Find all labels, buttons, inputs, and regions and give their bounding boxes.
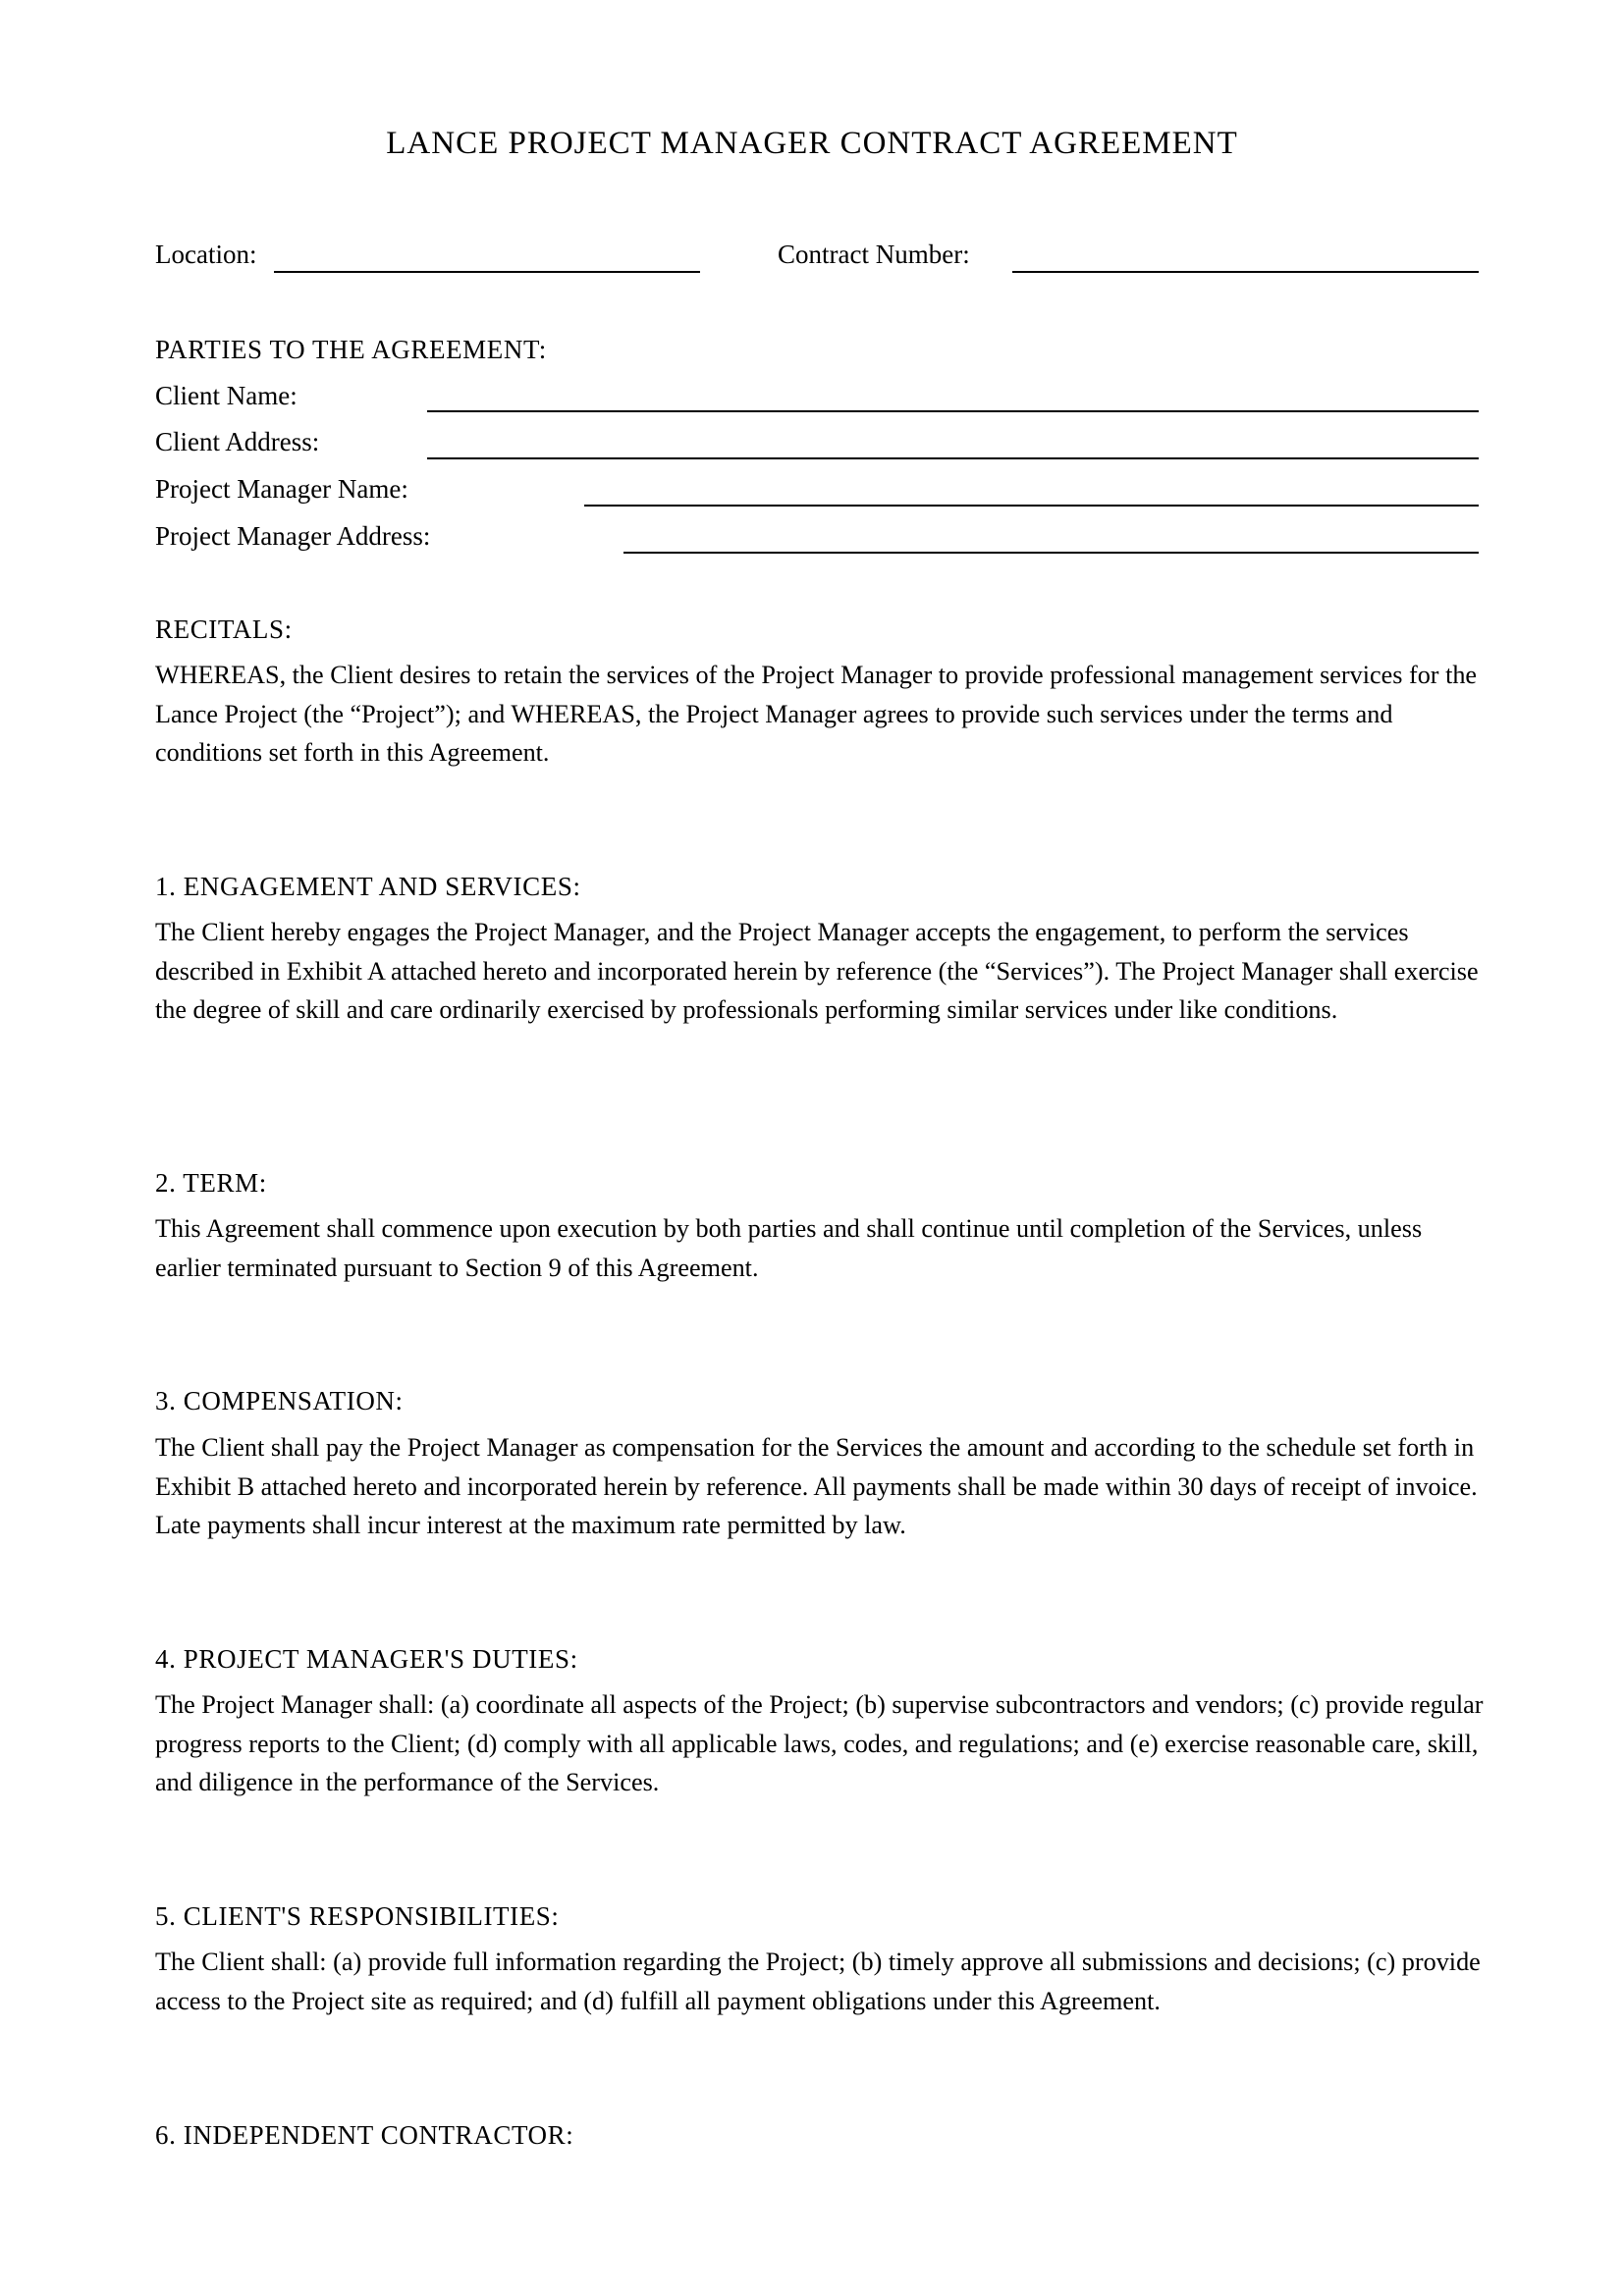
pm-name-field-line[interactable]	[584, 505, 1479, 507]
section-1-text: The Client hereby engages the Project Manager, and the Project Manager accepts the engagement, to perform the services described in Exhibit A attached hereto and incorporated herein by reference (the “Services”). The Project Manager shall exercise the degree of skill and care ordinarily exercised by professionals performing similar services under like conditions.	[155, 918, 1479, 1024]
location-label: Location:	[155, 240, 257, 269]
section-3-text: The Client shall pay the Project Manager as compensation for the Services the amount and according to the schedule set forth in Exhibit B attached hereto and incorporated herein by reference. All payments shall be made within 30 days of receipt of invoice. Late payments shall incur interest at the maximum rate permitted by law.	[155, 1433, 1478, 1539]
client-address-label: Client Address:	[155, 427, 320, 456]
recitals-text: WHEREAS, the Client desires to retain the services of the Project Manager to provide professional management services for the Lance Project (the “Project”); and WHEREAS, the Project Manager agrees to provide such services under the terms and conditions set forth in this Agreement.	[155, 661, 1478, 767]
parties-heading: PARTIES TO THE AGREEMENT:	[155, 335, 547, 364]
contract-number-field-line[interactable]	[1012, 271, 1479, 273]
section-4-heading: 4. PROJECT MANAGER'S DUTIES:	[155, 1644, 578, 1674]
client-name-field-line[interactable]	[427, 410, 1479, 412]
section-3-heading: 3. COMPENSATION:	[155, 1386, 404, 1415]
section-5-heading: 5. CLIENT'S RESPONSIBILITIES:	[155, 1901, 560, 1931]
section-5-text: The Client shall: (a) provide full information regarding the Project; (b) timely approve all submissions and decisions; (c) provide access to the Project site as required; and (d) fulfill all payment obligations under this Agreement.	[155, 1948, 1481, 2015]
document-title: LANCE PROJECT MANAGER CONTRACT AGREEMENT	[386, 126, 1238, 161]
location-field-line[interactable]	[274, 271, 700, 273]
client-address-field-line[interactable]	[427, 457, 1479, 459]
section-2-text: This Agreement shall commence upon execution by both parties and shall continue until completion of the Services, unless earlier terminated pursuant to Section 9 of this Agreement.	[155, 1214, 1423, 1282]
contract-number-label: Contract Number:	[778, 240, 970, 269]
section-6-heading: 6. INDEPENDENT CONTRACTOR:	[155, 2120, 574, 2150]
pm-address-field-line[interactable]	[623, 552, 1479, 554]
recitals-heading: RECITALS:	[155, 614, 293, 644]
client-name-label: Client Name:	[155, 381, 298, 410]
section-2-heading: 2. TERM:	[155, 1168, 267, 1198]
pm-address-label: Project Manager Address:	[155, 521, 431, 551]
section-4-text: The Project Manager shall: (a) coordinate all aspects of the Project; (b) supervise subcontractors and vendors; (c) provide regular progress reports to the Client; (d) comply with all applicable laws, codes, and regulations; and (e) exercise reasonable care, skill, and diligence in the performance of the Services.	[155, 1690, 1484, 1796]
section-1-heading: 1. ENGAGEMENT AND SERVICES:	[155, 872, 581, 901]
pm-name-label: Project Manager Name:	[155, 474, 408, 504]
